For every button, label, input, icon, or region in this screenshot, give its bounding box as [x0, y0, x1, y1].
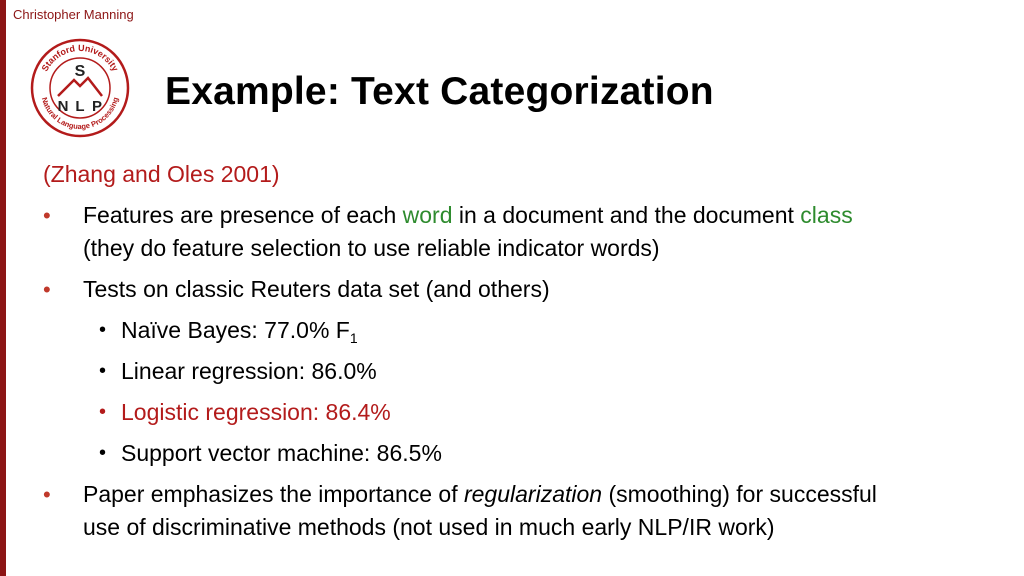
left-accent-bar: [0, 0, 6, 576]
stanford-nlp-logo: [30, 38, 130, 138]
sub-bullet-dot-icon: •: [99, 442, 107, 464]
logo-letter-p: P: [91, 98, 103, 115]
sub-bullet-dot-icon: •: [99, 401, 107, 423]
sub-bullet-naive-bayes: • Naïve Bayes: 77.0% $F_1$: [43, 314, 1003, 347]
logo-letter-s: S: [74, 63, 86, 80]
bullet-dot-icon: •: [43, 482, 51, 507]
slide-title: Example: Text Categorization: [165, 70, 714, 113]
bullet-dot-icon: •: [43, 277, 51, 302]
mountain-icon: [58, 78, 102, 96]
highlight-class: class: [800, 202, 853, 228]
sub-bullet-logistic-regression: • Logistic regression: 86.4%: [43, 396, 1003, 429]
slide-body: [43, 158, 1003, 552]
bullet-tests: • Tests on classic Reuters data set (and others): [43, 273, 1003, 306]
highlight-word: word: [402, 202, 453, 228]
logo-letter-n: N: [57, 98, 69, 115]
sub-bullet-dot-icon: •: [99, 319, 107, 341]
logo-letter-l: L: [75, 98, 85, 115]
bullet-features: • Features are presence of each word in a document and the document class (they do feature selection to use reliable indicator words): [43, 199, 1003, 265]
sub-bullet-linear-regression: • Linear regression: 86.0%: [43, 355, 1003, 388]
citation: (Zhang and Oles 2001): [43, 161, 280, 187]
sub-bullet-svm: • Support vector machine: 86.5%: [43, 437, 1003, 470]
bullet-dot-icon: •: [43, 203, 51, 228]
author-name: Christopher Manning: [13, 7, 134, 22]
sub-bullet-dot-icon: •: [99, 360, 107, 382]
logo-top-text: Stanford University: [39, 42, 121, 74]
logo-bottom-text: Natural Language Processing: [39, 96, 121, 132]
emphasis-regularization: regularization: [463, 481, 603, 507]
bullet-regularization: • Paper emphasizes the importance of regularization (smoothing) for successful use of discriminative methods (not used in much early NLP/IR work): [43, 478, 1003, 544]
